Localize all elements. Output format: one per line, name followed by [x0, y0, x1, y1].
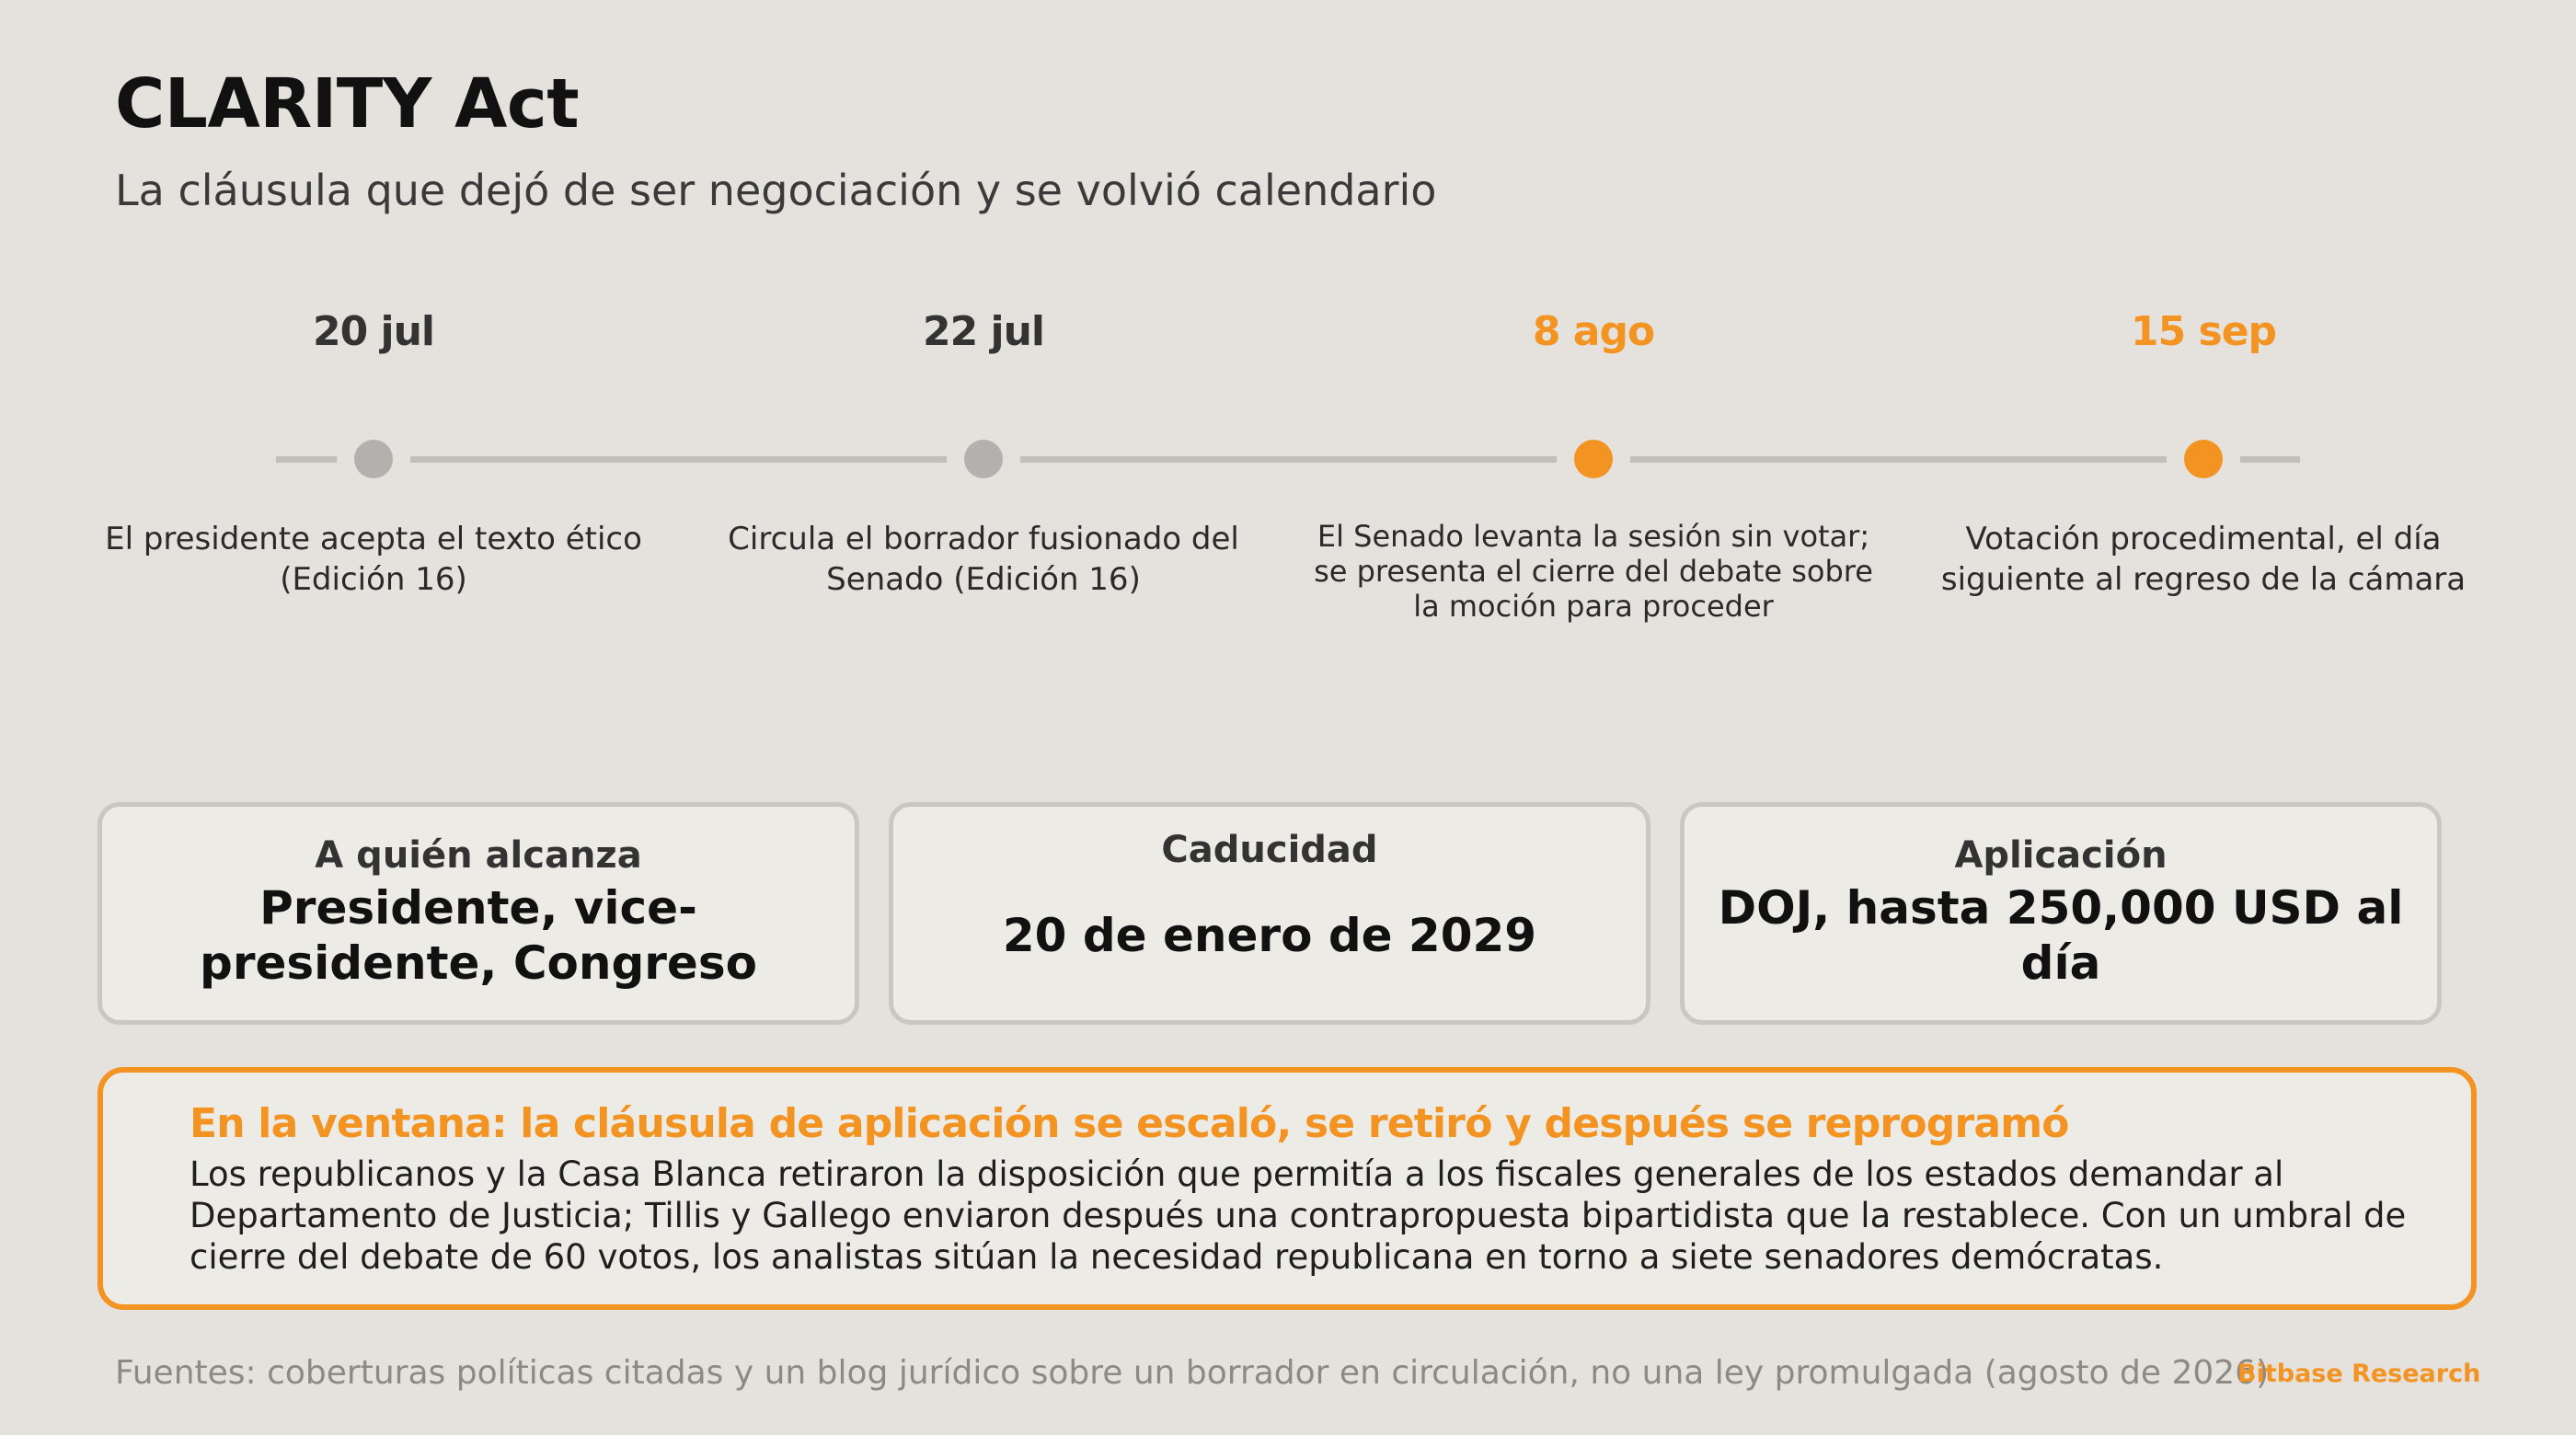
timeline-event-4 — [1918, 0, 2489, 699]
event-date: 15 sep — [2130, 308, 2277, 355]
card-value: 20 de enero de 2029 — [1002, 909, 1537, 962]
callout-box — [98, 1067, 2477, 1310]
event-date: 20 jul — [312, 308, 435, 355]
sources-note: Fuentes: coberturas políticas citadas y un blog jurídico sobre un borrador en circulación, no una ley promulgada (agosto de 2026) — [115, 1354, 2270, 1392]
timeline — [0, 0, 2576, 699]
brand-label: Bitbase Research — [2237, 1360, 2481, 1388]
timeline-event-1 — [88, 0, 659, 699]
event-description: El Senado levanta la sesión sin votar; se presenta el cierre del debate sobre la moción para proceder — [1314, 519, 1873, 624]
timeline-dot-highlighted — [1574, 440, 1613, 478]
card-label: Aplicación — [1954, 834, 2168, 877]
card-expiry — [889, 802, 1650, 1025]
timeline-event-2 — [698, 0, 1269, 699]
timeline-event-3 — [1308, 0, 1879, 699]
timeline-dot — [354, 440, 393, 478]
page-subtitle: La cláusula que dejó de ser negociación y se volvió calendario — [115, 166, 1437, 215]
card-scope — [98, 802, 859, 1025]
timeline-dot-highlighted — [2184, 440, 2223, 478]
page-title: CLARITY Act — [115, 64, 580, 144]
card-value: Presidente, vice-presidente, Congreso — [200, 881, 757, 990]
card-enforcement — [1680, 802, 2442, 1025]
event-description: El presidente acepta el texto ético (Edición 16) — [105, 521, 642, 598]
card-value: DOJ, hasta 250,000 USD al día — [1718, 881, 2404, 990]
event-date: 8 ago — [1532, 308, 1655, 355]
callout-title: En la ventana: la cláusula de aplicación se escaló, se retiró y después se reprogramó — [190, 1100, 2069, 1147]
event-description: Circula el borrador fusionado del Senado (Edición 16) — [728, 521, 1239, 598]
timeline-dot — [964, 440, 1003, 478]
card-label: A quién alcanza — [315, 834, 642, 877]
card-label: Caducidad — [1161, 829, 1378, 871]
event-description: Votación procedimental, el día siguiente al regreso de la cámara — [1940, 521, 2467, 598]
event-date: 22 jul — [922, 308, 1045, 355]
callout-body: Los republicanos y la Casa Blanca retiraron la disposición que permitía a los fiscales generales de los estados demandar al Departamento de Justicia; Tillis y Gallego enviaron después una contrapropuesta bipartidista que la restablece. Con un umbral de cierre del debate de 60 votos, los analistas sitúan la necesidad republicana en torno a siete senadores demócratas. — [190, 1154, 2407, 1277]
